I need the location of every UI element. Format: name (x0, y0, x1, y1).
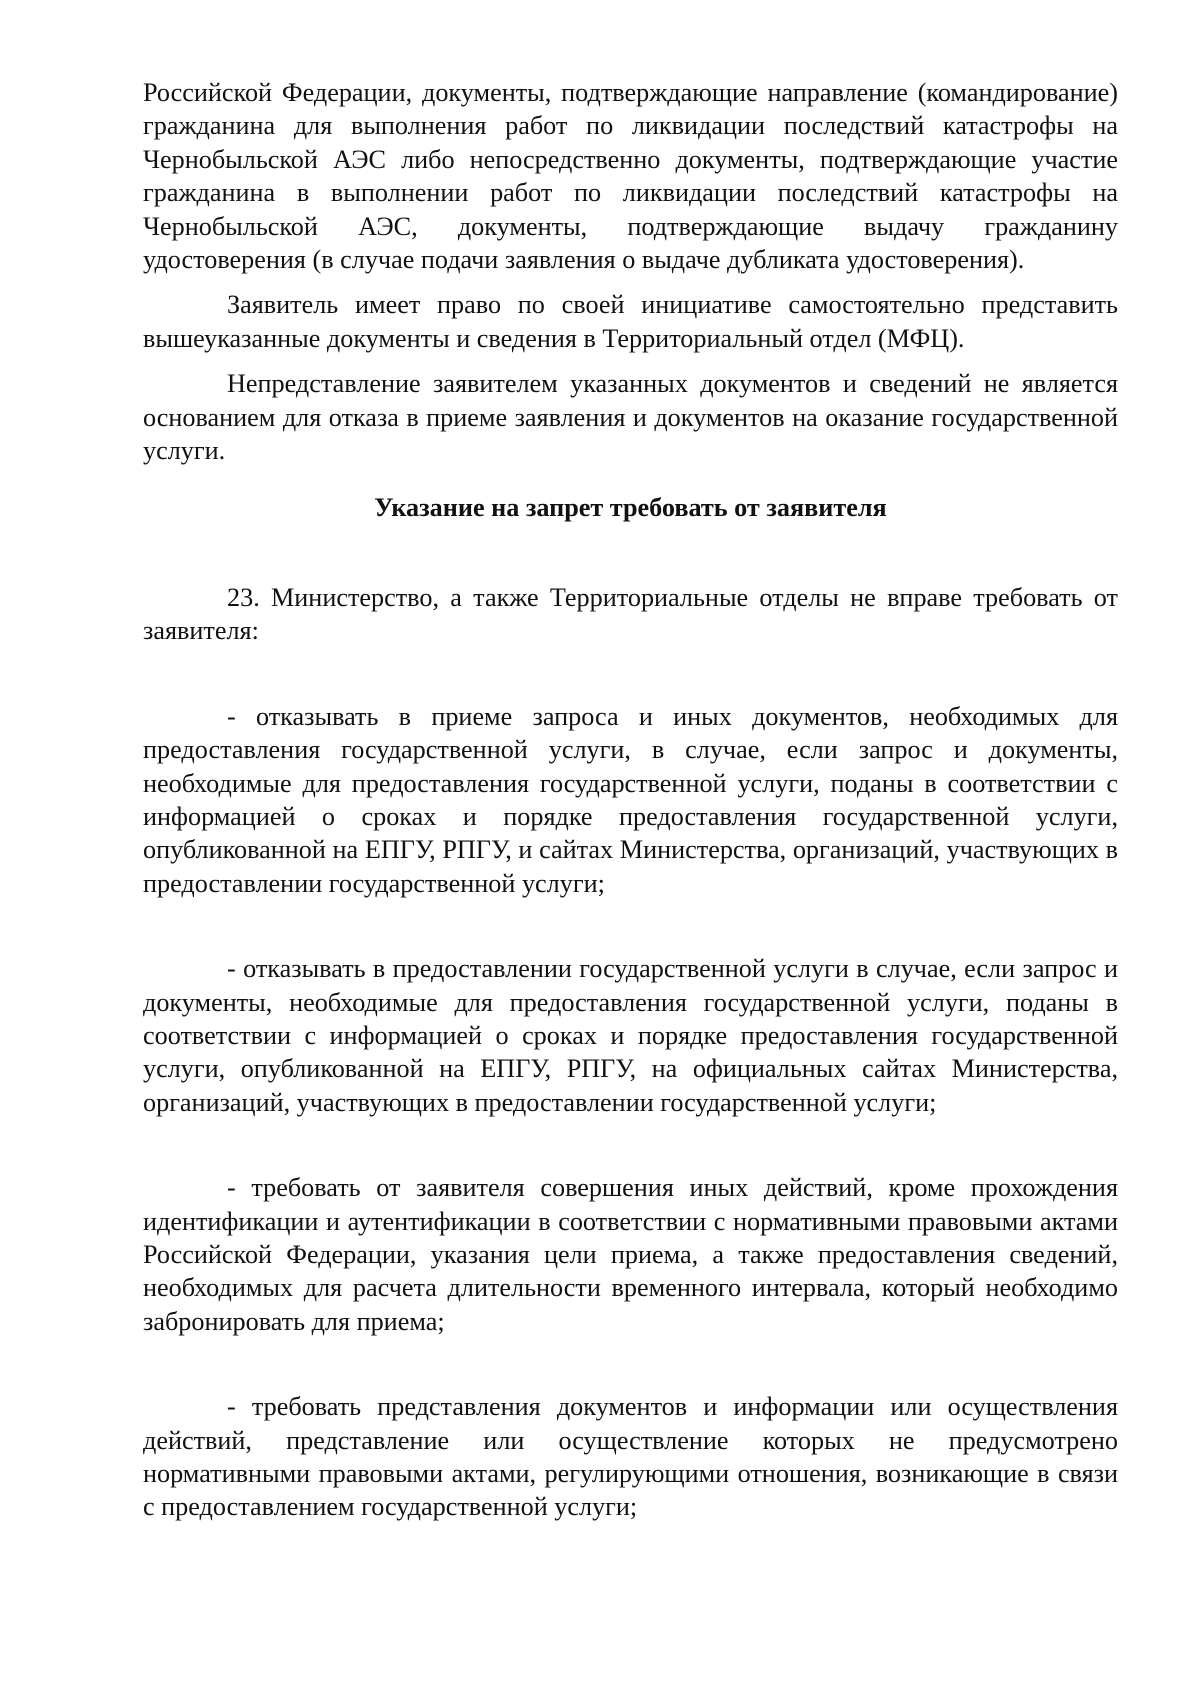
list-item: - требовать от заявителя совершения иных действий, кроме прохождения идентификации и аутентификации в соответствии с нормативными правовыми актами Российской Федерации, указания цели приема, а также предоставления сведений, необходимых для расчета длительности временного интервала, который необходимо забронировать для приема; (143, 1173, 1118, 1336)
paragraph-continuation: Российской Федерации, документы, подтверждающие направление (командирование) гражданина для выполнения работ по ликвидации последствий катастрофы на Чернобыльской АЭС либо непосредственно документы, подтверждающие участие гражданина в выполнении работ по ликвидации последствий катастрофы на Чернобыльской АЭС, документы, подтверждающие выдачу гражданину удостоверения (в случае подачи заявления о выдаче дубликата удостоверения). (143, 78, 1118, 275)
list-item: - отказывать в приеме запроса и иных документов, необходимых для предоставления государственной услуги, в случае, если запрос и документы, необходимые для предоставления государственной услуги, поданы в соответствии с информацией о сроках и порядке предоставления государственной услуги, опубликованной на ЕПГУ, РПГУ, и сайтах Министерства, организаций, участвующих в предоставлении государственной услуги; (143, 701, 1118, 898)
paragraph-item-23: 23. Министерство, а также Территориальные отделы не вправе требовать от заявителя: (143, 582, 1118, 646)
document-page (143, 76, 1118, 1524)
section-heading: Указание на запрет требовать от заявителя (374, 493, 887, 523)
paragraph-non-submission: Непредставление заявителем указанных документов и сведений не является основанием для отказа в приеме заявления и документов на оказание государственной услуги. (143, 369, 1118, 466)
list-item: - требовать представления документов и информации или осуществления действий, представление или осуществление которых не предусмотрено нормативными правовыми актами, регулирующими отношения, возникающие в связи с предоставлением государственной услуги; (143, 1392, 1118, 1522)
list-item: - отказывать в предоставлении государственной услуги в случае, если запрос и документы, необходимые для предоставления государственной услуги, поданы в соответствии с информацией о сроках и порядке предоставления государственной услуги, опубликованной на ЕПГУ, РПГУ, на официальных сайтах Министерства, организаций, участвующих в предоставлении государственной услуги; (143, 954, 1118, 1117)
paragraph-applicant-right: Заявитель имеет право по своей инициативе самостоятельно представить вышеуказанные документы и сведения в Территориальный отдел (МФЦ). (143, 290, 1118, 353)
